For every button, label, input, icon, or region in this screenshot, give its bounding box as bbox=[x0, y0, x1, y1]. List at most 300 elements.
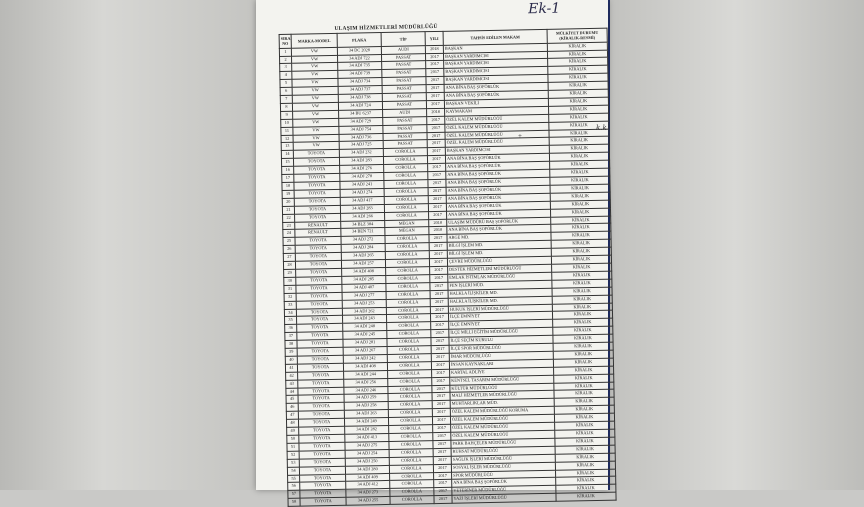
cell-tip: COROLLA bbox=[387, 354, 431, 363]
cell-marka-model: TOYOTA bbox=[299, 426, 345, 435]
table-body bbox=[279, 42, 616, 507]
cell-sira-no: 53 bbox=[287, 459, 299, 467]
cell-sira-no: 11 bbox=[281, 127, 293, 135]
cell-marka-model: TOYOTA bbox=[296, 284, 342, 293]
cell-mulkiyet: KİRALIK bbox=[552, 279, 612, 288]
cell-tip: MEGAN bbox=[385, 227, 429, 236]
cell-sira-no: 9 bbox=[281, 111, 293, 119]
cell-marka-model: VW bbox=[293, 118, 339, 127]
cell-tip: COROLLA bbox=[389, 433, 433, 442]
cell-plaka: 34 ADJ 417 bbox=[340, 196, 384, 205]
cell-sira-no: 45 bbox=[286, 396, 298, 404]
cell-yili: 2017 bbox=[427, 140, 445, 148]
cell-mulkiyet: KİRALIK bbox=[552, 263, 612, 272]
cell-mulkiyet: KİRALIK bbox=[551, 231, 611, 240]
cell-marka-model: VW bbox=[292, 86, 338, 95]
cell-yili: 2017 bbox=[432, 416, 450, 424]
cell-mulkiyet: KİRALIK bbox=[548, 65, 608, 74]
cell-tip: COROLLA bbox=[385, 259, 429, 268]
cell-plaka: 34 ADJ 408 bbox=[343, 362, 387, 371]
cell-makam: ANA BİNA BAŞ ŞOFÖRLÜK bbox=[446, 162, 550, 172]
cell-mulkiyet: KİRALIK bbox=[548, 81, 608, 90]
cell-makam: KENTSEL TASARIM MÜDÜRLÜĞÜ bbox=[450, 375, 554, 385]
cell-makam: İLÇE EMNİYET bbox=[449, 320, 553, 330]
cell-mulkiyet: KİRALIK bbox=[549, 137, 609, 146]
cell-tip: COROLLA bbox=[388, 409, 432, 418]
cell-yili: 2017 bbox=[431, 330, 449, 338]
cell-marka-model: TOYOTA bbox=[293, 150, 339, 159]
cell-marka-model: VW bbox=[293, 142, 339, 151]
cell-yili: 2018 bbox=[429, 219, 447, 227]
header-mulkiyet-durumu: MÜLKİYET DURUMU (KİRALIK-RESMİ) bbox=[547, 28, 607, 43]
cell-plaka: 34 ADJ 244 bbox=[344, 370, 388, 379]
cell-mulkiyet: KİRALIK bbox=[551, 224, 611, 233]
cell-tip: COROLLA bbox=[384, 180, 428, 189]
cell-marka-model: TOYOTA bbox=[297, 355, 343, 364]
cell-makam: ÖZEL KALEM MÜDÜRLÜĞÜ bbox=[445, 130, 549, 140]
cell-marka-model: VW bbox=[292, 94, 338, 103]
cell-marka-model: TOYOTA bbox=[296, 308, 342, 317]
cell-yili: 2017 bbox=[432, 377, 450, 385]
cell-sira-no: 38 bbox=[285, 340, 297, 348]
cell-sira-no: 16 bbox=[282, 166, 294, 174]
cell-sira-no: 7 bbox=[280, 95, 292, 103]
cell-tip: PASSAT bbox=[382, 101, 426, 110]
cell-makam: EMLAK İSTİMLAK MÜDÜRLÜĞÜ bbox=[448, 272, 552, 282]
cell-yili: 2017 bbox=[426, 69, 444, 77]
cell-mulkiyet: KİRALIK bbox=[550, 184, 610, 193]
cell-makam: ANA BİNA BAŞ ŞOFÖRLÜK bbox=[444, 90, 548, 100]
cell-plaka: 34 ADJ 267 bbox=[343, 347, 387, 356]
cell-yili: 2017 bbox=[430, 282, 448, 290]
cell-yili: 2017 bbox=[427, 148, 445, 156]
cell-plaka: 34 ADJ 262 bbox=[342, 307, 386, 316]
cell-makam: RUHSAT MÜDÜRLÜĞÜ bbox=[451, 446, 555, 456]
cell-tip: COROLLA bbox=[387, 338, 431, 347]
cell-yili: 2017 bbox=[428, 179, 446, 187]
cell-tip: COROLLA bbox=[386, 275, 430, 284]
cell-yili: 2017 bbox=[430, 266, 448, 274]
cell-plaka: 34 ADJ 282 bbox=[345, 426, 389, 435]
cell-mulkiyet: KİRALIK bbox=[550, 176, 610, 185]
cell-plaka: 34 ADJ 274 bbox=[340, 188, 384, 197]
cell-makam: KAYMAKAM bbox=[445, 106, 549, 116]
cell-plaka: 34 ADJ 265 bbox=[341, 252, 385, 261]
cell-mulkiyet: KİRALIK bbox=[554, 366, 614, 375]
cell-yili: 2017 bbox=[426, 100, 444, 108]
cell-tip: AUDI bbox=[383, 109, 427, 118]
cell-yili: 2017 bbox=[432, 393, 450, 401]
cell-makam: ÇEVRE MÜDÜRLÜĞÜ bbox=[447, 256, 551, 266]
cell-tip: PASSAT bbox=[383, 132, 427, 141]
cell-makam: BAŞKAN YARDIMCISI bbox=[445, 146, 549, 156]
cell-marka-model: TOYOTA bbox=[294, 166, 340, 175]
header-tahsis-edilen-makam: TAHSİS EDİLEN MAKAM bbox=[443, 29, 547, 45]
cell-sira-no: 17 bbox=[282, 174, 294, 182]
cell-mulkiyet: KİRALIK bbox=[553, 358, 613, 367]
cell-plaka: 34 ADJ 250 bbox=[345, 457, 389, 466]
cell-marka-model: TOYOTA bbox=[298, 371, 344, 380]
header-marka-model: MARKA-MODEL bbox=[291, 33, 337, 47]
cell-marka-model: TOYOTA bbox=[300, 490, 346, 499]
cell-tip: COROLLA bbox=[388, 393, 432, 402]
cell-mulkiyet: KİRALIK bbox=[555, 461, 615, 470]
cell-sira-no: 28 bbox=[283, 261, 295, 269]
cell-yili: 2017 bbox=[430, 298, 448, 306]
cell-tip: COROLLA bbox=[388, 377, 432, 386]
cell-makam: PARK BAHÇELER MÜDÜRLÜĞÜ bbox=[451, 438, 555, 448]
cell-makam: ANA BİNA BAŞ ŞOFÖRLÜK bbox=[446, 193, 550, 203]
cell-makam: ÖZEL KALEM MÜDÜRLÜĞÜ bbox=[451, 430, 555, 440]
cell-sira-no: 18 bbox=[282, 182, 294, 190]
cell-yili: 2017 bbox=[434, 488, 452, 496]
cell-tip: COROLLA bbox=[385, 211, 429, 220]
cell-yili: 2017 bbox=[428, 171, 446, 179]
cell-makam: ÖZEL KALEM MÜDÜRLÜĞÜ bbox=[445, 138, 549, 148]
cell-tip: COROLLA bbox=[386, 306, 430, 315]
cell-makam: MUHTARLIKLAR MÜD. bbox=[450, 399, 554, 409]
cell-mulkiyet: KİRALIK bbox=[555, 445, 615, 454]
cell-makam: BAŞKAN YARDIMCISI bbox=[444, 67, 548, 77]
cell-tip: COROLLA bbox=[387, 322, 431, 331]
cell-yili: 2017 bbox=[428, 163, 446, 171]
cell-tip: COROLLA bbox=[388, 417, 432, 426]
cell-plaka: 34 ADJ 243 bbox=[342, 315, 386, 324]
cell-plaka: 34 ADJ 255 bbox=[346, 497, 390, 506]
cell-yili: 2017 bbox=[433, 424, 451, 432]
cell-mulkiyet: KİRALIK bbox=[550, 200, 610, 209]
cell-yili: 2017 bbox=[430, 274, 448, 282]
cell-sira-no: 8 bbox=[280, 103, 292, 111]
cell-yili: 2017 bbox=[430, 314, 448, 322]
cell-yili: 2017 bbox=[429, 258, 447, 266]
cell-sira-no: 39 bbox=[285, 348, 297, 356]
cell-tip: COROLLA bbox=[387, 361, 431, 370]
cell-sira-no: 14 bbox=[281, 151, 293, 159]
cell-marka-model: TOYOTA bbox=[296, 268, 342, 277]
cell-mulkiyet: KİRALIK bbox=[551, 247, 611, 256]
cell-mulkiyet: KİRALIK bbox=[551, 255, 611, 264]
cell-tip: PASSAT bbox=[383, 140, 427, 149]
cell-tip: COROLLA bbox=[384, 164, 428, 173]
cell-marka-model: TOYOTA bbox=[296, 300, 342, 309]
cell-sira-no: 19 bbox=[282, 190, 294, 198]
cell-makam: BİLGİ İŞLEM MD. bbox=[447, 248, 551, 258]
cell-marka-model: TOYOTA bbox=[295, 213, 341, 222]
cell-sira-no: 12 bbox=[281, 135, 293, 143]
cell-makam: BAŞKAN YARDIMCISI bbox=[443, 51, 547, 61]
cell-tip: COROLLA bbox=[385, 243, 429, 252]
cell-marka-model: TOYOTA bbox=[297, 339, 343, 348]
cell-marka-model: TOYOTA bbox=[295, 237, 341, 246]
cell-sira-no: 22 bbox=[283, 214, 295, 222]
cell-makam: BAŞKAN YARDIMCISI bbox=[444, 59, 548, 69]
cell-marka-model: VW bbox=[292, 63, 338, 72]
cell-yili: 2017 bbox=[431, 345, 449, 353]
cell-makam: ÖZEL KALEM MÜDÜRLÜĞÜ bbox=[445, 114, 549, 124]
cell-plaka: 34 ADJ 249 bbox=[344, 418, 388, 427]
cell-mulkiyet: KİRALIK bbox=[555, 429, 615, 438]
cell-tip: COROLLA bbox=[383, 156, 427, 165]
cell-yili: 2017 bbox=[428, 203, 446, 211]
document-sheet bbox=[278, 0, 606, 505]
cell-plaka: 34 ADJ 266 bbox=[341, 212, 385, 221]
cell-marka-model: TOYOTA bbox=[300, 482, 346, 491]
cell-mulkiyet: KİRALIK bbox=[554, 397, 614, 406]
cell-yili: 2017 bbox=[430, 290, 448, 298]
cell-sira-no: 37 bbox=[285, 332, 297, 340]
cell-makam: ÖZEL KALEM MÜDÜRLÜĞÜ bbox=[445, 122, 549, 132]
cell-plaka: 34 ADJ 739 bbox=[338, 70, 382, 79]
cell-yili: 2017 bbox=[432, 369, 450, 377]
cell-marka-model: TOYOTA bbox=[298, 411, 344, 420]
cell-makam: ÖZEL KALEM MÜDÜRLÜĞÜ KORUMA bbox=[450, 407, 554, 417]
cell-makam: ÖZEL KALEM MÜDÜRLÜĞÜ bbox=[451, 422, 555, 432]
background-left bbox=[0, 0, 258, 490]
cell-yili: 2017 bbox=[430, 306, 448, 314]
cell-sira-no: 25 bbox=[283, 238, 295, 246]
cell-tip: COROLLA bbox=[388, 369, 432, 378]
cell-yili: 2017 bbox=[434, 472, 452, 480]
cell-mulkiyet: KİRALIK bbox=[552, 295, 612, 304]
cell-sira-no: 32 bbox=[284, 293, 296, 301]
cell-yili: 2017 bbox=[428, 195, 446, 203]
cell-mulkiyet: KİRALIK bbox=[553, 350, 613, 359]
cell-yili: 2017 bbox=[432, 409, 450, 417]
cell-sira-no: 13 bbox=[281, 143, 293, 151]
cell-makam: İLÇE SPOR MÜDÜRLÜĞÜ bbox=[449, 343, 553, 353]
cell-tip: COROLLA bbox=[386, 290, 430, 299]
cell-sira-no: 20 bbox=[282, 198, 294, 206]
cell-mulkiyet: KİRALIK bbox=[548, 73, 608, 82]
cell-sira-no: 10 bbox=[281, 119, 293, 127]
cell-plaka: 34 ADJ 273 bbox=[346, 489, 390, 498]
handwritten-note: Ek-1 bbox=[527, 0, 561, 18]
cell-mulkiyet: KİRALIK bbox=[551, 216, 611, 225]
cell-yili: 2017 bbox=[433, 440, 451, 448]
cell-makam: ANA BİNA BAŞ ŞOFÖRLÜK bbox=[446, 177, 550, 187]
cell-yili: 2018 bbox=[427, 108, 445, 116]
cell-sira-no: 42 bbox=[286, 372, 298, 380]
cell-mulkiyet: KİRALIK bbox=[555, 421, 615, 430]
cell-yili: 2017 bbox=[434, 496, 452, 504]
cell-marka-model: VW bbox=[293, 126, 339, 135]
cell-plaka: 34 ADJ 254 bbox=[345, 449, 389, 458]
cell-tip: PASSAT bbox=[383, 116, 427, 125]
cell-makam: FEN İŞLERİ MÜD. bbox=[448, 280, 552, 290]
cell-plaka: 34 ADJ 258 bbox=[344, 402, 388, 411]
cell-mulkiyet: KİRALIK bbox=[554, 374, 614, 383]
cell-yili: 2017 bbox=[427, 124, 445, 132]
cell-plaka: 34 ADJ 729 bbox=[339, 117, 383, 126]
cell-makam: İLÇE MİLLİ EĞİTİM MÜDÜRLÜĞÜ bbox=[449, 328, 553, 338]
cell-tip: COROLLA bbox=[389, 456, 433, 465]
cell-mulkiyet: KİRALIK bbox=[549, 121, 609, 130]
cell-tip: PASSAT bbox=[382, 85, 426, 94]
cell-yili: 2017 bbox=[433, 432, 451, 440]
cell-sira-no: 51 bbox=[287, 443, 299, 451]
cell-mulkiyet: KİRALIK bbox=[550, 168, 610, 177]
cell-plaka: 34 ADJ 737 bbox=[338, 86, 382, 95]
cell-sira-no: 41 bbox=[285, 364, 297, 372]
cell-mulkiyet: KİRALIK bbox=[549, 113, 609, 122]
document-page bbox=[256, 0, 608, 505]
cell-plaka: 34 ADJ 285 bbox=[342, 275, 386, 284]
cell-makam: BİLGİ İŞLEM MD. bbox=[447, 241, 551, 251]
cell-plaka: 34 ADJ 242 bbox=[343, 354, 387, 363]
cell-makam: KARTAL ADLİYE bbox=[450, 367, 554, 377]
cell-sira-no: 4 bbox=[280, 72, 292, 80]
cell-yili: 2017 bbox=[431, 361, 449, 369]
cell-mulkiyet: KİRALIK bbox=[554, 413, 614, 422]
cell-marka-model: VW bbox=[293, 134, 339, 143]
cell-sira-no: 27 bbox=[283, 253, 295, 261]
cell-plaka: 34 ADJ 725 bbox=[339, 141, 383, 150]
cell-makam: HALKLA İLİŞKİLER MD. bbox=[448, 288, 552, 298]
cell-tip: PASSAT bbox=[382, 61, 426, 70]
cell-plaka: 34 ADJ 734 bbox=[338, 78, 382, 87]
cell-yili: 2017 bbox=[427, 156, 445, 164]
cell-plaka: 34 ADJ 256 bbox=[344, 378, 388, 387]
cell-marka-model: RENAULT bbox=[295, 229, 341, 238]
cell-tip: COROLLA bbox=[390, 480, 434, 489]
cell-marka-model: TOYOTA bbox=[299, 434, 345, 443]
cell-plaka: 34 ADJ 408 bbox=[342, 267, 386, 276]
cell-tip: COROLLA bbox=[388, 385, 432, 394]
header-tip: TİP bbox=[381, 32, 425, 46]
cell-plaka: 34 ADJ 248 bbox=[343, 323, 387, 332]
cell-tip: PASSAT bbox=[383, 124, 427, 133]
cell-marka-model: VW bbox=[292, 79, 338, 88]
cell-tip: COROLLA bbox=[384, 203, 428, 212]
cell-makam: VETERİNER MÜDÜRLÜĞÜ bbox=[452, 486, 556, 496]
cell-sira-no: 3 bbox=[280, 64, 292, 72]
cell-plaka: 34 BU 6237 bbox=[339, 109, 383, 118]
cell-plaka: 34 ADJ 232 bbox=[339, 149, 383, 158]
cell-tip: COROLLA bbox=[384, 172, 428, 181]
cell-marka-model: RENAULT bbox=[295, 221, 341, 230]
cell-yili: 2017 bbox=[433, 464, 451, 472]
cell-sira-no: 24 bbox=[283, 230, 295, 238]
cell-sira-no: 58 bbox=[288, 498, 300, 506]
cell-yili: 2017 bbox=[432, 385, 450, 393]
cell-yili: 2017 bbox=[434, 480, 452, 488]
cell-tip: COROLLA bbox=[386, 314, 430, 323]
cell-plaka: 34 ADJ 257 bbox=[341, 260, 385, 269]
cell-makam: İMAR MÜDÜRLÜĞÜ bbox=[449, 351, 553, 361]
cell-makam: YAZI İŞLERİ MÜDÜRLÜĞÜ bbox=[452, 494, 556, 504]
cell-marka-model: TOYOTA bbox=[294, 189, 340, 198]
cell-mulkiyet: KİRALIK bbox=[548, 58, 608, 67]
cell-sira-no: 44 bbox=[286, 388, 298, 396]
cell-makam: SPOR MÜDÜRLÜĞÜ bbox=[452, 470, 556, 480]
cell-mulkiyet: KİRALIK bbox=[553, 334, 613, 343]
cell-sira-no: 49 bbox=[287, 427, 299, 435]
cell-yili: 2017 bbox=[425, 53, 443, 61]
cell-plaka: 34 ADJ 275 bbox=[345, 441, 389, 450]
cell-yili: 2018 bbox=[429, 227, 447, 235]
cell-plaka: 34 ADJ 722 bbox=[337, 54, 381, 63]
cell-mulkiyet: KİRALIK bbox=[548, 97, 608, 106]
cell-makam: BAŞKAN bbox=[443, 43, 547, 53]
cell-mulkiyet: KİRALIK bbox=[549, 145, 609, 154]
cell-yili: 2017 bbox=[426, 84, 444, 92]
cell-marka-model: TOYOTA bbox=[298, 418, 344, 427]
cell-makam: BAŞKAN VEKİLİ bbox=[444, 98, 548, 108]
document-title: ULAŞIM HİZMETLERİ MÜDÜRLÜĞÜ bbox=[334, 23, 438, 32]
cell-marka-model: VW bbox=[292, 102, 338, 111]
cell-mulkiyet: KİRALIK bbox=[550, 160, 610, 169]
cell-marka-model: TOYOTA bbox=[294, 181, 340, 190]
cell-yili: 2018 bbox=[425, 45, 443, 53]
plus-mark: + bbox=[518, 132, 522, 140]
cell-plaka: 34 ADJ 253 bbox=[342, 299, 386, 308]
cell-makam: İLÇE SEÇİM KURULU bbox=[449, 335, 553, 345]
cell-marka-model: VW bbox=[291, 55, 337, 64]
cell-sira-no: 52 bbox=[287, 451, 299, 459]
cell-sira-no: 23 bbox=[283, 222, 295, 230]
cell-yili: 2017 bbox=[432, 401, 450, 409]
cell-makam: KÜLTÜR MÜDÜRLÜĞÜ bbox=[450, 383, 554, 393]
cell-plaka: 34 ADJ 409 bbox=[346, 473, 390, 482]
cell-marka-model: VW bbox=[292, 71, 338, 80]
cell-marka-model: TOYOTA bbox=[295, 252, 341, 261]
cell-makam: İNSAN KAYNAKLARI bbox=[449, 359, 553, 369]
cell-makam: ANA BİNA BAŞ ŞOFÖRLÜK bbox=[446, 201, 550, 211]
cell-marka-model: VW bbox=[293, 110, 339, 119]
cell-plaka: 34 ADJ 754 bbox=[339, 125, 383, 134]
cell-plaka: 34 ADJ 284 bbox=[341, 244, 385, 253]
cell-mulkiyet: KİRALIK bbox=[555, 453, 615, 462]
cell-yili: 2017 bbox=[429, 250, 447, 258]
cell-mulkiyet: KİRALIK bbox=[549, 129, 609, 138]
cell-mulkiyet: KİRALIK bbox=[553, 326, 613, 335]
cell-marka-model: TOYOTA bbox=[297, 347, 343, 356]
cell-makam: ULAŞIM MÜDÜRÜ BAŞ ŞOFÖRLÜK bbox=[447, 217, 551, 227]
cell-yili: 2017 bbox=[427, 132, 445, 140]
cell-sira-no: 50 bbox=[287, 435, 299, 443]
cell-plaka: 34 ADJ 246 bbox=[344, 386, 388, 395]
cell-makam: HALKLA İLİŞKİLER MD. bbox=[448, 296, 552, 306]
cell-plaka: 34 ADJ 412 bbox=[346, 481, 390, 490]
cell-yili: 2017 bbox=[427, 116, 445, 124]
cell-mulkiyet: KİRALIK bbox=[547, 50, 607, 59]
cell-tip: COROLLA bbox=[390, 488, 434, 497]
cell-plaka: 34 ADJ 736 bbox=[339, 133, 383, 142]
cell-sira-no: 57 bbox=[288, 491, 300, 499]
cell-tip: COROLLA bbox=[387, 330, 431, 339]
cell-mulkiyet: KİRALIK bbox=[547, 42, 607, 51]
cell-marka-model: TOYOTA bbox=[297, 324, 343, 333]
cell-sira-no: 31 bbox=[284, 285, 296, 293]
cell-plaka: 34 ADJ 283 bbox=[339, 157, 383, 166]
cell-makam: ANA BİNA BAŞ ŞOFÖRLÜK bbox=[452, 478, 556, 488]
cell-plaka: 34 BEN 721 bbox=[341, 228, 385, 237]
cell-sira-no: 36 bbox=[285, 325, 297, 333]
cell-mulkiyet: KİRALIK bbox=[552, 287, 612, 296]
cell-tip: AUDI bbox=[381, 45, 425, 54]
cell-marka-model: TOYOTA bbox=[298, 395, 344, 404]
cell-mulkiyet: KİRALIK bbox=[548, 89, 608, 98]
header-plaka: PLAKA bbox=[337, 33, 381, 47]
cell-yili: 2017 bbox=[426, 77, 444, 85]
cell-mulkiyet: KİRALIK bbox=[549, 152, 609, 161]
cell-sira-no: 33 bbox=[284, 301, 296, 309]
margin-mark: k.k bbox=[596, 124, 607, 132]
cell-mulkiyet: KİRALIK bbox=[552, 311, 612, 320]
cell-mulkiyet: KİRALIK bbox=[551, 239, 611, 248]
cell-tip: PASSAT bbox=[381, 53, 425, 62]
